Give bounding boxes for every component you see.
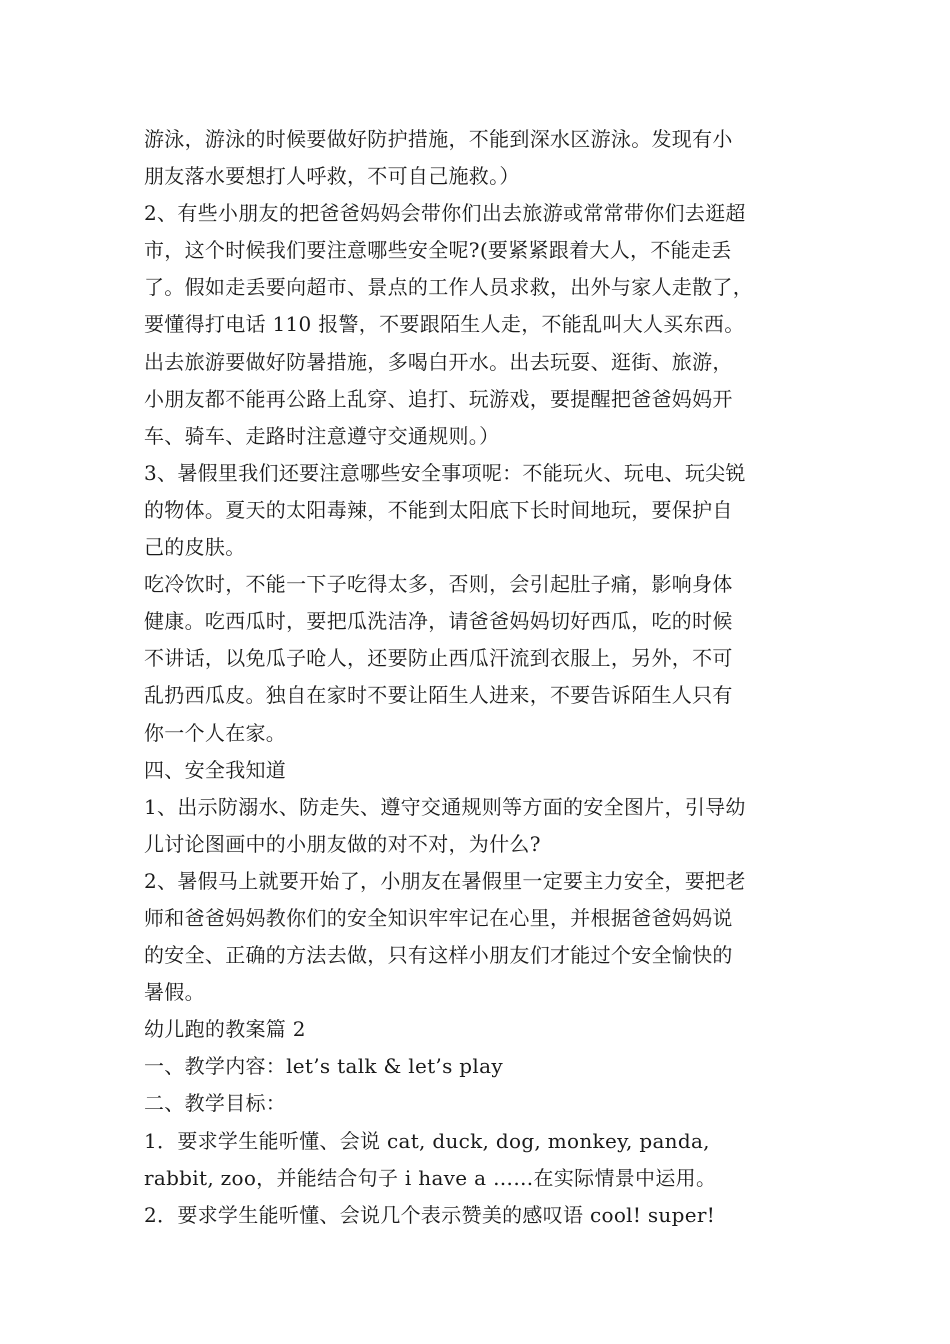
text-line: 车、骑车、走路时注意遵守交通规则。） (144, 423, 500, 448)
text-line: 乱扔西瓜皮。独自在家时不要让陌生人进来，不要告诉陌生人只有 (144, 683, 733, 708)
article-title: 幼儿跑的教案篇 2 (144, 1017, 306, 1042)
text-line: 游泳，游泳的时候要做好防护措施，不能到深水区游泳。发现有小 (144, 127, 733, 151)
text-line: 健康。吃西瓜时，要把瓜洗洁净，请爸爸妈妈切好西瓜，吃的时候 (144, 609, 733, 634)
text-line: 小朋友都不能再公路上乱穿、追打、玩游戏，要提醒把爸爸妈妈开 (144, 386, 733, 411)
document-body (144, 121, 824, 1234)
text-line: 的物体。夏天的太阳毒辣，不能到太阳底下长时间地玩，要保护自 (144, 497, 733, 522)
text-line: 出去旅游要做好防暑措施，多喝白开水。出去玩耍、逛街、旅游， (144, 349, 733, 374)
text-line: 2．要求学生能听懂、会说几个表示赞美的感叹语 cool! super! (144, 1202, 716, 1227)
text-line: 师和爸爸妈妈教你们的安全知识牢牢记在心里，并根据爸爸妈妈说 (144, 905, 733, 930)
text-line: 吃冷饮时，不能一下子吃得太多，否则，会引起肚子痛，影响身体 (144, 572, 733, 597)
text-line: 要懂得打电话 110 报警，不要跟陌生人走，不能乱叫大人买东西。 (144, 312, 745, 337)
text-line: 2、有些小朋友的把爸爸妈妈会带你们出去旅游或常常带你们去逛超 (144, 201, 746, 226)
text-line: 己的皮肤。 (144, 535, 246, 560)
text-line: 暑假。 (144, 980, 205, 1005)
section-heading: 四、安全我知道 (144, 757, 287, 782)
text-line: 你一个人在家。 (144, 720, 287, 745)
text-line: 朋友落水要想打人呼救，不可自己施救。） (144, 164, 520, 189)
text-line: 1、出示防溺水、防走失、遵守交通规则等方面的安全图片，引导幼 (144, 794, 746, 819)
text-line: 市，这个时候我们要注意哪些安全呢?(要紧紧跟着大人，不能走丢 (144, 238, 732, 263)
text-line: 了。假如走丢要向超市、景点的工作人员求救，出外与家人走散了， (144, 275, 753, 300)
text-line: 不讲话，以免瓜子呛人，还要防止西瓜汗流到衣服上，另外，不可 (144, 646, 733, 671)
section-heading: 二、教学目标： (144, 1091, 287, 1116)
text-line: 3、暑假里我们还要注意哪些安全事项呢：不能玩火、玩电、玩尖锐 (144, 460, 746, 485)
section-heading: 一、教学内容：let’s talk & let’s play (144, 1054, 503, 1079)
text-line: 儿讨论图画中的小朋友做的对不对，为什么? (144, 831, 541, 856)
text-line: 2、暑假马上就要开始了，小朋友在暑假里一定要主力安全，要把老 (144, 868, 746, 893)
text-line: 的安全、正确的方法去做，只有这样小朋友们才能过个安全愉快的 (144, 943, 733, 968)
text-line: rabbit, zoo，并能结合句子 i have a ……在实际情景中运用。 (144, 1165, 717, 1190)
text-line: 1．要求学生能听懂、会说 cat, duck, dog, monkey, panda, (144, 1128, 710, 1153)
